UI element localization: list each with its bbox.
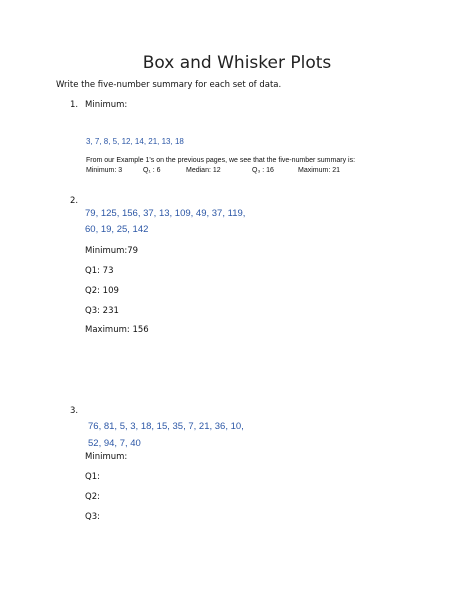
question-2-maximum: Maximum: 156 xyxy=(85,325,149,335)
question-2-number: 2. xyxy=(70,196,79,206)
question-1-label: Minimum: xyxy=(85,100,128,110)
question-3-q3: Q3: xyxy=(85,512,100,522)
question-3-minimum: Minimum: xyxy=(85,452,128,462)
summary-min: Minimum: 3 xyxy=(86,167,123,174)
page-title: Box and Whisker Plots xyxy=(142,53,332,73)
question-1-summary xyxy=(86,167,386,177)
question-3-q2: Q2: xyxy=(85,492,100,502)
question-2-q1: Q1: 73 xyxy=(85,266,114,276)
question-2-data-line2: 60, 19, 25, 142 xyxy=(85,224,149,235)
question-2-minimum: Minimum:79 xyxy=(85,246,139,256)
summary-median: Median: 12 xyxy=(186,167,221,174)
summary-max: Maximum: 21 xyxy=(298,167,341,174)
question-1-number: 1. xyxy=(70,100,79,110)
question-3-data-line1: 76, 81, 5, 3, 18, 15, 35, 7, 21, 36, 10, xyxy=(88,421,244,432)
question-3-data-line2: 52, 94, 7, 40 xyxy=(88,438,141,449)
summary-q3: Q₃ : 16 xyxy=(252,167,274,174)
question-2-data-line1: 79, 125, 156, 37, 13, 109, 49, 37, 119, xyxy=(85,208,246,219)
question-3-q1: Q1: xyxy=(85,472,100,482)
instructions: Write the five-number summary for each set of data. xyxy=(56,80,282,90)
summary-q1: Q₁ : 6 xyxy=(143,167,161,174)
question-1-data: 3, 7, 8, 5, 12, 14, 21, 13, 18 xyxy=(86,137,184,146)
question-3-number: 3. xyxy=(70,406,79,416)
question-2-q2: Q2: 109 xyxy=(85,286,119,296)
question-1-note: From our Example 1's on the previous pages, we see that the five-number summary is: xyxy=(86,157,356,164)
question-2-q3: Q3: 231 xyxy=(85,306,119,316)
